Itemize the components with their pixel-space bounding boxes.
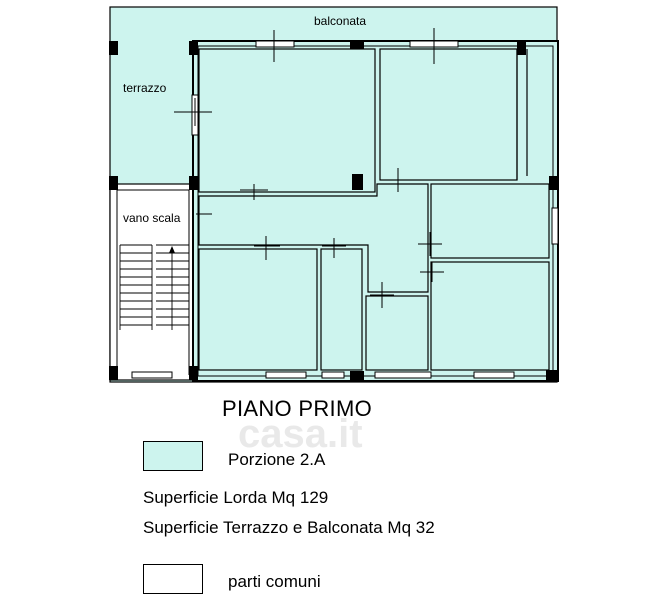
balcony-label: balconata [314, 14, 367, 28]
legend-swatch-portion [143, 441, 203, 471]
room-bath-2 [366, 296, 428, 370]
terrace-label: terrazzo [123, 81, 167, 95]
stairwell-label: vano scala [123, 211, 181, 225]
terrace-area-text: Superficie Terrazzo e Balconata Mq 32 [143, 518, 435, 537]
room-living [199, 49, 375, 192]
room-bath-1 [431, 184, 549, 258]
legend-swatch-common [143, 564, 203, 594]
legend-portion-label: Porzione 2.A [228, 450, 326, 469]
room-bedroom-2 [431, 262, 549, 370]
room-bedroom-1 [199, 249, 317, 370]
legend-common-label: parti comuni [228, 572, 321, 591]
watermark: casa.it [238, 412, 363, 456]
gross-area-text: Superficie Lorda Mq 129 [143, 488, 329, 507]
room-kitchen [380, 49, 517, 180]
room-closet [321, 249, 362, 370]
floor-title: PIANO PRIMO [222, 396, 372, 421]
